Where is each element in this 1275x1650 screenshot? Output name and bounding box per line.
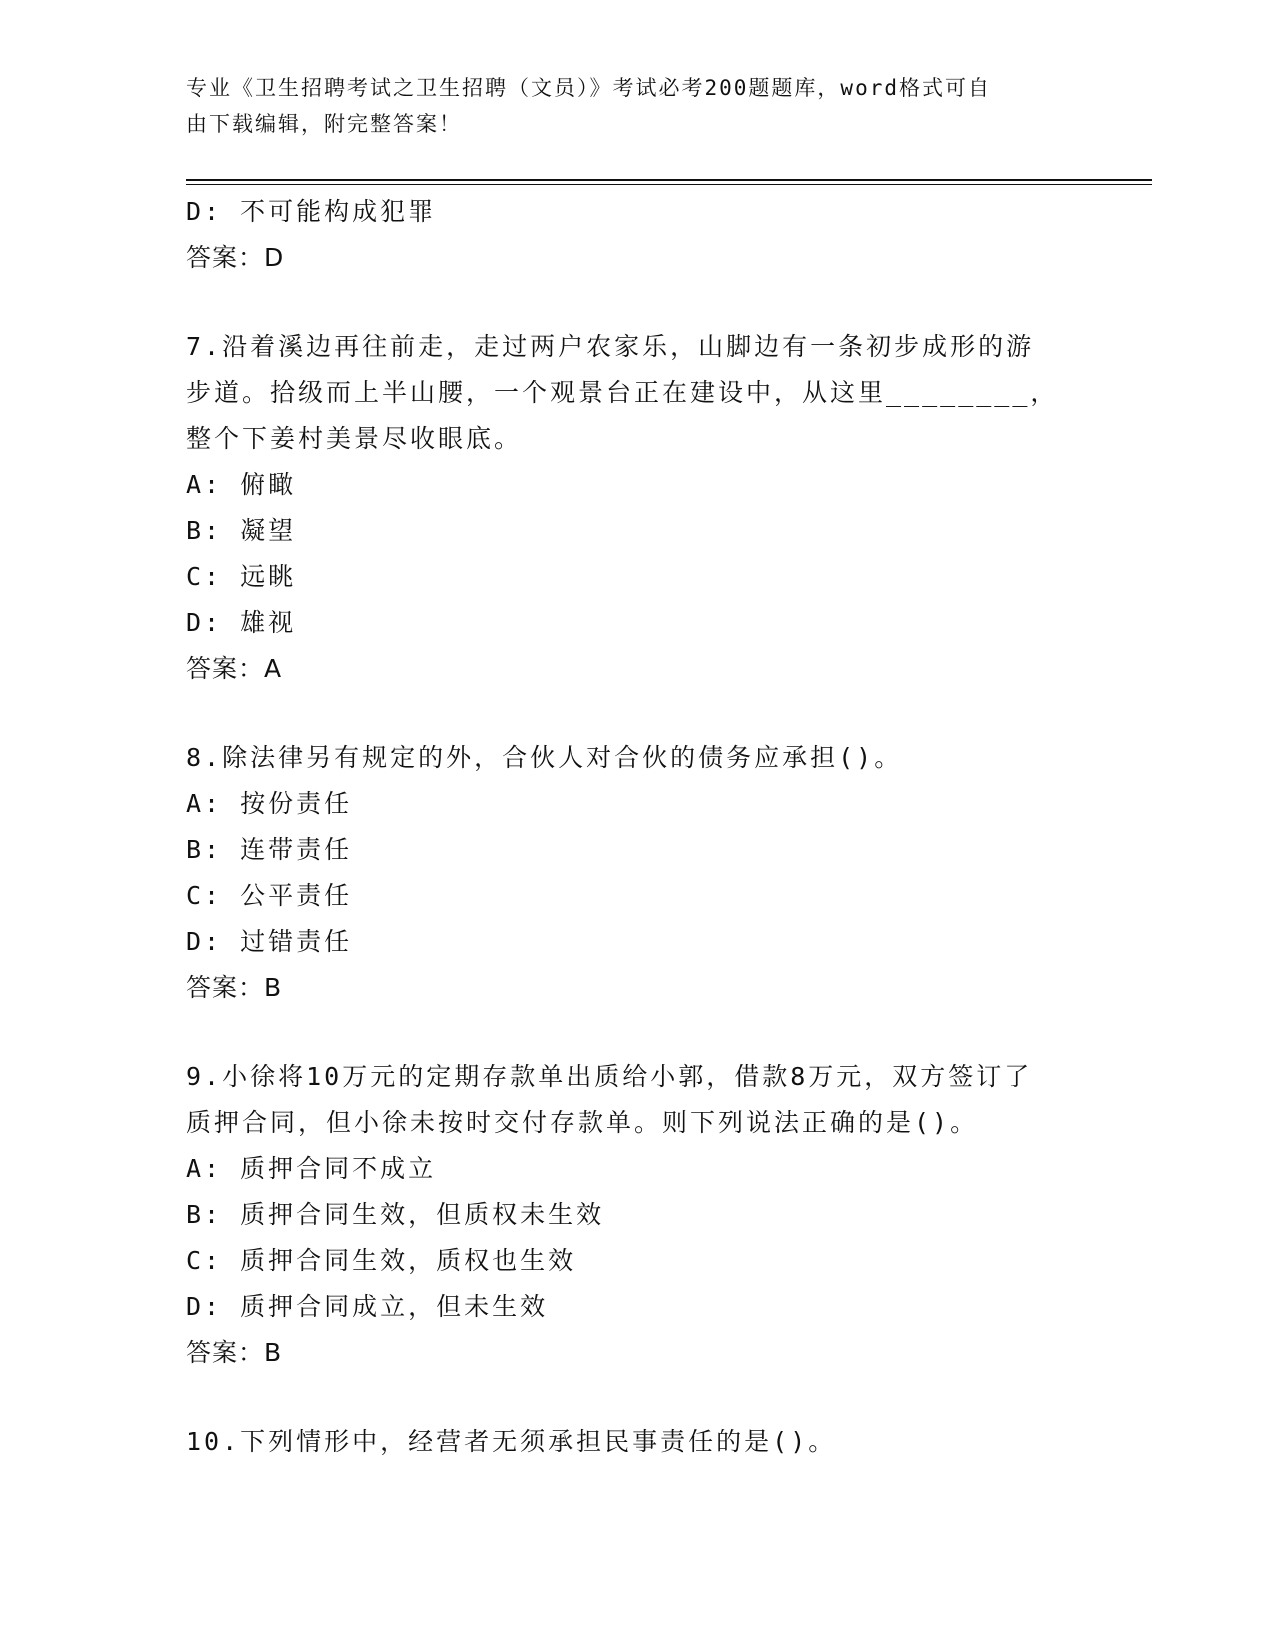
option-d: D: 不可能构成犯罪 xyxy=(186,197,437,226)
option-a: A: 按份责任 xyxy=(186,789,353,818)
option-b: B: 质押合同生效，但质权未生效 xyxy=(186,1200,605,1229)
question-6-tail xyxy=(186,189,1086,281)
option-b: B: 连带责任 xyxy=(186,835,353,864)
question-text: 整个下姜村美景尽收眼底。 xyxy=(186,424,523,453)
answer-line: 答案：B xyxy=(186,1338,283,1367)
question-text: 步道。拾级而上半山腰，一个观景台正在建设中，从这里________， xyxy=(186,378,1059,407)
question-text: 8.除法律另有规定的外，合伙人对合伙的债务应承担()。 xyxy=(186,743,903,772)
header-divider xyxy=(186,179,1152,181)
document-header xyxy=(186,70,1086,142)
answer-line: 答案：A xyxy=(186,654,283,683)
header-line: 由下载编辑，附完整答案！ xyxy=(186,112,462,136)
header-divider-thin xyxy=(186,184,1152,185)
option-c: C: 公平责任 xyxy=(186,881,353,910)
option-a: A: 质押合同不成立 xyxy=(186,1154,437,1183)
question-8 xyxy=(186,735,1086,1011)
question-text: 10.下列情形中，经营者无须承担民事责任的是()。 xyxy=(186,1427,837,1456)
question-list xyxy=(186,189,1086,1465)
answer-line: 答案：D xyxy=(186,243,285,272)
question-text: 7.沿着溪边再往前走，走过两户农家乐，山脚边有一条初步成形的游 xyxy=(186,332,1035,361)
question-text: 质押合同，但小徐未按时交付存款单。则下列说法正确的是()。 xyxy=(186,1108,979,1137)
option-d: D: 质押合同成立，但未生效 xyxy=(186,1292,549,1321)
answer-line: 答案：B xyxy=(186,973,283,1002)
option-d: D: 雄视 xyxy=(186,608,297,637)
question-10 xyxy=(186,1419,1086,1465)
option-c: C: 质押合同生效，质权也生效 xyxy=(186,1246,577,1275)
option-c: C: 远眺 xyxy=(186,562,297,591)
question-9 xyxy=(186,1054,1086,1376)
header-line: 专业《卫生招聘考试之卫生招聘（文员）》考试必考200题题库，word格式可自 xyxy=(186,76,991,100)
question-7 xyxy=(186,324,1086,692)
question-text: 9.小徐将10万元的定期存款单出质给小郭，借款8万元，双方签订了 xyxy=(186,1062,1033,1091)
option-a: A: 俯瞰 xyxy=(186,470,297,499)
option-d: D: 过错责任 xyxy=(186,927,353,956)
option-b: B: 凝望 xyxy=(186,516,297,545)
